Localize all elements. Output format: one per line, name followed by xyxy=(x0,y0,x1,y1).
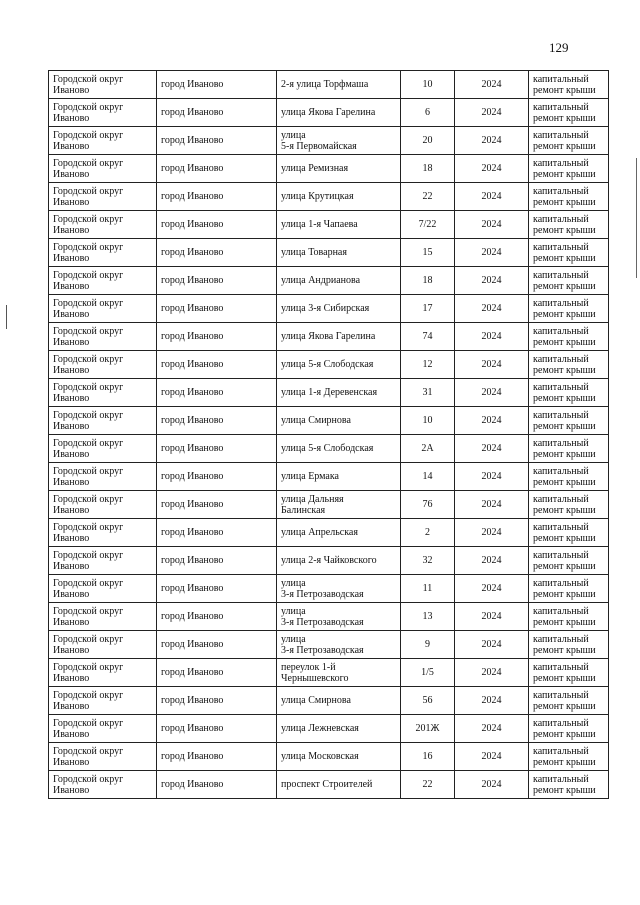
work-type-cell: капитальный ремонт крыши xyxy=(529,295,609,323)
street-cell: улица Дальняя Балинская xyxy=(277,491,401,519)
work-type-cell: капитальный ремонт крыши xyxy=(529,127,609,155)
table-row xyxy=(49,267,609,295)
table-row xyxy=(49,659,609,687)
work-type-cell: капитальный ремонт крыши xyxy=(529,379,609,407)
district-cell: Городской округ Иваново xyxy=(49,575,157,603)
street-cell: улица 5-я Слободская xyxy=(277,435,401,463)
work-type-cell: капитальный ремонт крыши xyxy=(529,547,609,575)
year-cell: 2024 xyxy=(455,407,529,435)
street-cell: улица 5-я Слободская xyxy=(277,351,401,379)
street-cell: улица Якова Гарелина xyxy=(277,323,401,351)
year-cell: 2024 xyxy=(455,603,529,631)
work-type-cell: капитальный ремонт крыши xyxy=(529,463,609,491)
house-number-cell: 16 xyxy=(401,743,455,771)
work-type-cell: капитальный ремонт крыши xyxy=(529,99,609,127)
street-cell: улица Андрианова xyxy=(277,267,401,295)
work-type-cell: капитальный ремонт крыши xyxy=(529,687,609,715)
table-row xyxy=(49,687,609,715)
city-cell: город Иваново xyxy=(157,463,277,491)
district-cell: Городской округ Иваново xyxy=(49,771,157,799)
district-cell: Городской округ Иваново xyxy=(49,435,157,463)
table-row xyxy=(49,743,609,771)
work-type-cell: капитальный ремонт крыши xyxy=(529,351,609,379)
work-type-cell: капитальный ремонт крыши xyxy=(529,743,609,771)
table-row xyxy=(49,631,609,659)
city-cell: город Иваново xyxy=(157,547,277,575)
table-row xyxy=(49,407,609,435)
table-row xyxy=(49,379,609,407)
table-row xyxy=(49,771,609,799)
street-cell: улица 3-я Сибирская xyxy=(277,295,401,323)
house-number-cell: 22 xyxy=(401,183,455,211)
city-cell: город Иваново xyxy=(157,323,277,351)
street-cell: улица 5-я Первомайская xyxy=(277,127,401,155)
city-cell: город Иваново xyxy=(157,687,277,715)
street-cell: улица Апрельская xyxy=(277,519,401,547)
work-type-cell: капитальный ремонт крыши xyxy=(529,211,609,239)
table-row xyxy=(49,351,609,379)
district-cell: Городской округ Иваново xyxy=(49,491,157,519)
city-cell: город Иваново xyxy=(157,519,277,547)
street-cell: улица 2-я Чайковского xyxy=(277,547,401,575)
house-number-cell: 10 xyxy=(401,407,455,435)
work-type-cell: капитальный ремонт крыши xyxy=(529,71,609,99)
year-cell: 2024 xyxy=(455,771,529,799)
table-row xyxy=(49,715,609,743)
work-type-cell: капитальный ремонт крыши xyxy=(529,323,609,351)
table-row xyxy=(49,575,609,603)
street-cell: проспект Строителей xyxy=(277,771,401,799)
city-cell: город Иваново xyxy=(157,239,277,267)
house-number-cell: 1/5 xyxy=(401,659,455,687)
year-cell: 2024 xyxy=(455,295,529,323)
year-cell: 2024 xyxy=(455,351,529,379)
district-cell: Городской округ Иваново xyxy=(49,323,157,351)
district-cell: Городской округ Иваново xyxy=(49,379,157,407)
district-cell: Городской округ Иваново xyxy=(49,155,157,183)
street-cell: улица Смирнова xyxy=(277,407,401,435)
city-cell: город Иваново xyxy=(157,743,277,771)
year-cell: 2024 xyxy=(455,211,529,239)
city-cell: город Иваново xyxy=(157,491,277,519)
city-cell: город Иваново xyxy=(157,631,277,659)
district-cell: Городской округ Иваново xyxy=(49,407,157,435)
city-cell: город Иваново xyxy=(157,715,277,743)
city-cell: город Иваново xyxy=(157,99,277,127)
street-cell: улица Московская xyxy=(277,743,401,771)
year-cell: 2024 xyxy=(455,183,529,211)
street-cell: улица Крутицкая xyxy=(277,183,401,211)
street-cell: улица Ермака xyxy=(277,463,401,491)
work-type-cell: капитальный ремонт крыши xyxy=(529,183,609,211)
street-cell: улица Смирнова xyxy=(277,687,401,715)
house-number-cell: 32 xyxy=(401,547,455,575)
work-type-cell: капитальный ремонт крыши xyxy=(529,631,609,659)
house-number-cell: 15 xyxy=(401,239,455,267)
house-number-cell: 10 xyxy=(401,71,455,99)
year-cell: 2024 xyxy=(455,743,529,771)
year-cell: 2024 xyxy=(455,463,529,491)
house-number-cell: 13 xyxy=(401,603,455,631)
work-type-cell: капитальный ремонт крыши xyxy=(529,491,609,519)
district-cell: Городской округ Иваново xyxy=(49,659,157,687)
year-cell: 2024 xyxy=(455,491,529,519)
street-cell: переулок 1-й Чернышевского xyxy=(277,659,401,687)
house-number-cell: 17 xyxy=(401,295,455,323)
year-cell: 2024 xyxy=(455,435,529,463)
street-cell: улица Ремизная xyxy=(277,155,401,183)
work-type-cell: капитальный ремонт крыши xyxy=(529,603,609,631)
house-number-cell: 9 xyxy=(401,631,455,659)
table-row xyxy=(49,183,609,211)
street-cell: улица 3-я Петрозаводская xyxy=(277,603,401,631)
table-row xyxy=(49,239,609,267)
district-cell: Городской округ Иваново xyxy=(49,183,157,211)
city-cell: город Иваново xyxy=(157,603,277,631)
street-cell: улица Якова Гарелина xyxy=(277,99,401,127)
district-cell: Городской округ Иваново xyxy=(49,547,157,575)
district-cell: Городской округ Иваново xyxy=(49,687,157,715)
district-cell: Городской округ Иваново xyxy=(49,351,157,379)
year-cell: 2024 xyxy=(455,687,529,715)
house-number-cell: 7/22 xyxy=(401,211,455,239)
city-cell: город Иваново xyxy=(157,127,277,155)
city-cell: город Иваново xyxy=(157,155,277,183)
year-cell: 2024 xyxy=(455,267,529,295)
year-cell: 2024 xyxy=(455,323,529,351)
district-cell: Городской округ Иваново xyxy=(49,463,157,491)
table-row xyxy=(49,155,609,183)
year-cell: 2024 xyxy=(455,631,529,659)
district-cell: Городской округ Иваново xyxy=(49,603,157,631)
street-cell: улица 3-я Петрозаводская xyxy=(277,631,401,659)
house-number-cell: 18 xyxy=(401,155,455,183)
work-type-cell: капитальный ремонт крыши xyxy=(529,575,609,603)
street-cell: улица Лежневская xyxy=(277,715,401,743)
district-cell: Городской округ Иваново xyxy=(49,631,157,659)
table-row xyxy=(49,127,609,155)
work-type-cell: капитальный ремонт крыши xyxy=(529,519,609,547)
city-cell: город Иваново xyxy=(157,351,277,379)
house-number-cell: 6 xyxy=(401,99,455,127)
house-number-cell: 11 xyxy=(401,575,455,603)
house-number-cell: 201Ж xyxy=(401,715,455,743)
table-body xyxy=(49,71,609,799)
table-row xyxy=(49,71,609,99)
city-cell: город Иваново xyxy=(157,295,277,323)
year-cell: 2024 xyxy=(455,575,529,603)
district-cell: Городской округ Иваново xyxy=(49,71,157,99)
table-row xyxy=(49,211,609,239)
work-type-cell: капитальный ремонт крыши xyxy=(529,659,609,687)
street-cell: 2-я улица Торфмаша xyxy=(277,71,401,99)
year-cell: 2024 xyxy=(455,239,529,267)
street-cell: улица Товарная xyxy=(277,239,401,267)
city-cell: город Иваново xyxy=(157,379,277,407)
year-cell: 2024 xyxy=(455,155,529,183)
city-cell: город Иваново xyxy=(157,659,277,687)
street-cell: улица 1-я Деревенская xyxy=(277,379,401,407)
house-number-cell: 74 xyxy=(401,323,455,351)
table-row xyxy=(49,519,609,547)
table-row xyxy=(49,603,609,631)
district-cell: Городской округ Иваново xyxy=(49,743,157,771)
city-cell: город Иваново xyxy=(157,435,277,463)
house-number-cell: 76 xyxy=(401,491,455,519)
scan-margin-mark xyxy=(636,158,637,278)
table-row xyxy=(49,491,609,519)
scan-margin-mark xyxy=(6,305,7,329)
table-row xyxy=(49,463,609,491)
street-cell: улица 3-я Петрозаводская xyxy=(277,575,401,603)
district-cell: Городской округ Иваново xyxy=(49,239,157,267)
work-type-cell: капитальный ремонт крыши xyxy=(529,407,609,435)
work-type-cell: капитальный ремонт крыши xyxy=(529,239,609,267)
house-number-cell: 31 xyxy=(401,379,455,407)
district-cell: Городской округ Иваново xyxy=(49,127,157,155)
year-cell: 2024 xyxy=(455,659,529,687)
city-cell: город Иваново xyxy=(157,267,277,295)
table-row xyxy=(49,99,609,127)
table-row xyxy=(49,323,609,351)
work-type-cell: капитальный ремонт крыши xyxy=(529,715,609,743)
table-row xyxy=(49,435,609,463)
city-cell: город Иваново xyxy=(157,407,277,435)
street-cell: улица 1-я Чапаева xyxy=(277,211,401,239)
district-cell: Городской округ Иваново xyxy=(49,295,157,323)
table-row xyxy=(49,547,609,575)
table-row xyxy=(49,295,609,323)
house-number-cell: 18 xyxy=(401,267,455,295)
house-number-cell: 14 xyxy=(401,463,455,491)
district-cell: Городской округ Иваново xyxy=(49,519,157,547)
city-cell: город Иваново xyxy=(157,183,277,211)
year-cell: 2024 xyxy=(455,547,529,575)
house-number-cell: 12 xyxy=(401,351,455,379)
year-cell: 2024 xyxy=(455,519,529,547)
year-cell: 2024 xyxy=(455,99,529,127)
city-cell: город Иваново xyxy=(157,71,277,99)
work-type-cell: капитальный ремонт крыши xyxy=(529,435,609,463)
house-number-cell: 2 xyxy=(401,519,455,547)
work-type-cell: капитальный ремонт крыши xyxy=(529,155,609,183)
city-cell: город Иваново xyxy=(157,771,277,799)
year-cell: 2024 xyxy=(455,71,529,99)
work-type-cell: капитальный ремонт крыши xyxy=(529,267,609,295)
work-type-cell: капитальный ремонт крыши xyxy=(529,771,609,799)
year-cell: 2024 xyxy=(455,715,529,743)
year-cell: 2024 xyxy=(455,379,529,407)
district-cell: Городской округ Иваново xyxy=(49,715,157,743)
house-number-cell: 2А xyxy=(401,435,455,463)
house-number-cell: 56 xyxy=(401,687,455,715)
district-cell: Городской округ Иваново xyxy=(49,211,157,239)
district-cell: Городской округ Иваново xyxy=(49,267,157,295)
house-number-cell: 22 xyxy=(401,771,455,799)
page-number: 129 xyxy=(549,40,569,55)
city-cell: город Иваново xyxy=(157,575,277,603)
house-number-cell: 20 xyxy=(401,127,455,155)
district-cell: Городской округ Иваново xyxy=(49,99,157,127)
repair-schedule-table xyxy=(48,70,609,799)
year-cell: 2024 xyxy=(455,127,529,155)
city-cell: город Иваново xyxy=(157,211,277,239)
